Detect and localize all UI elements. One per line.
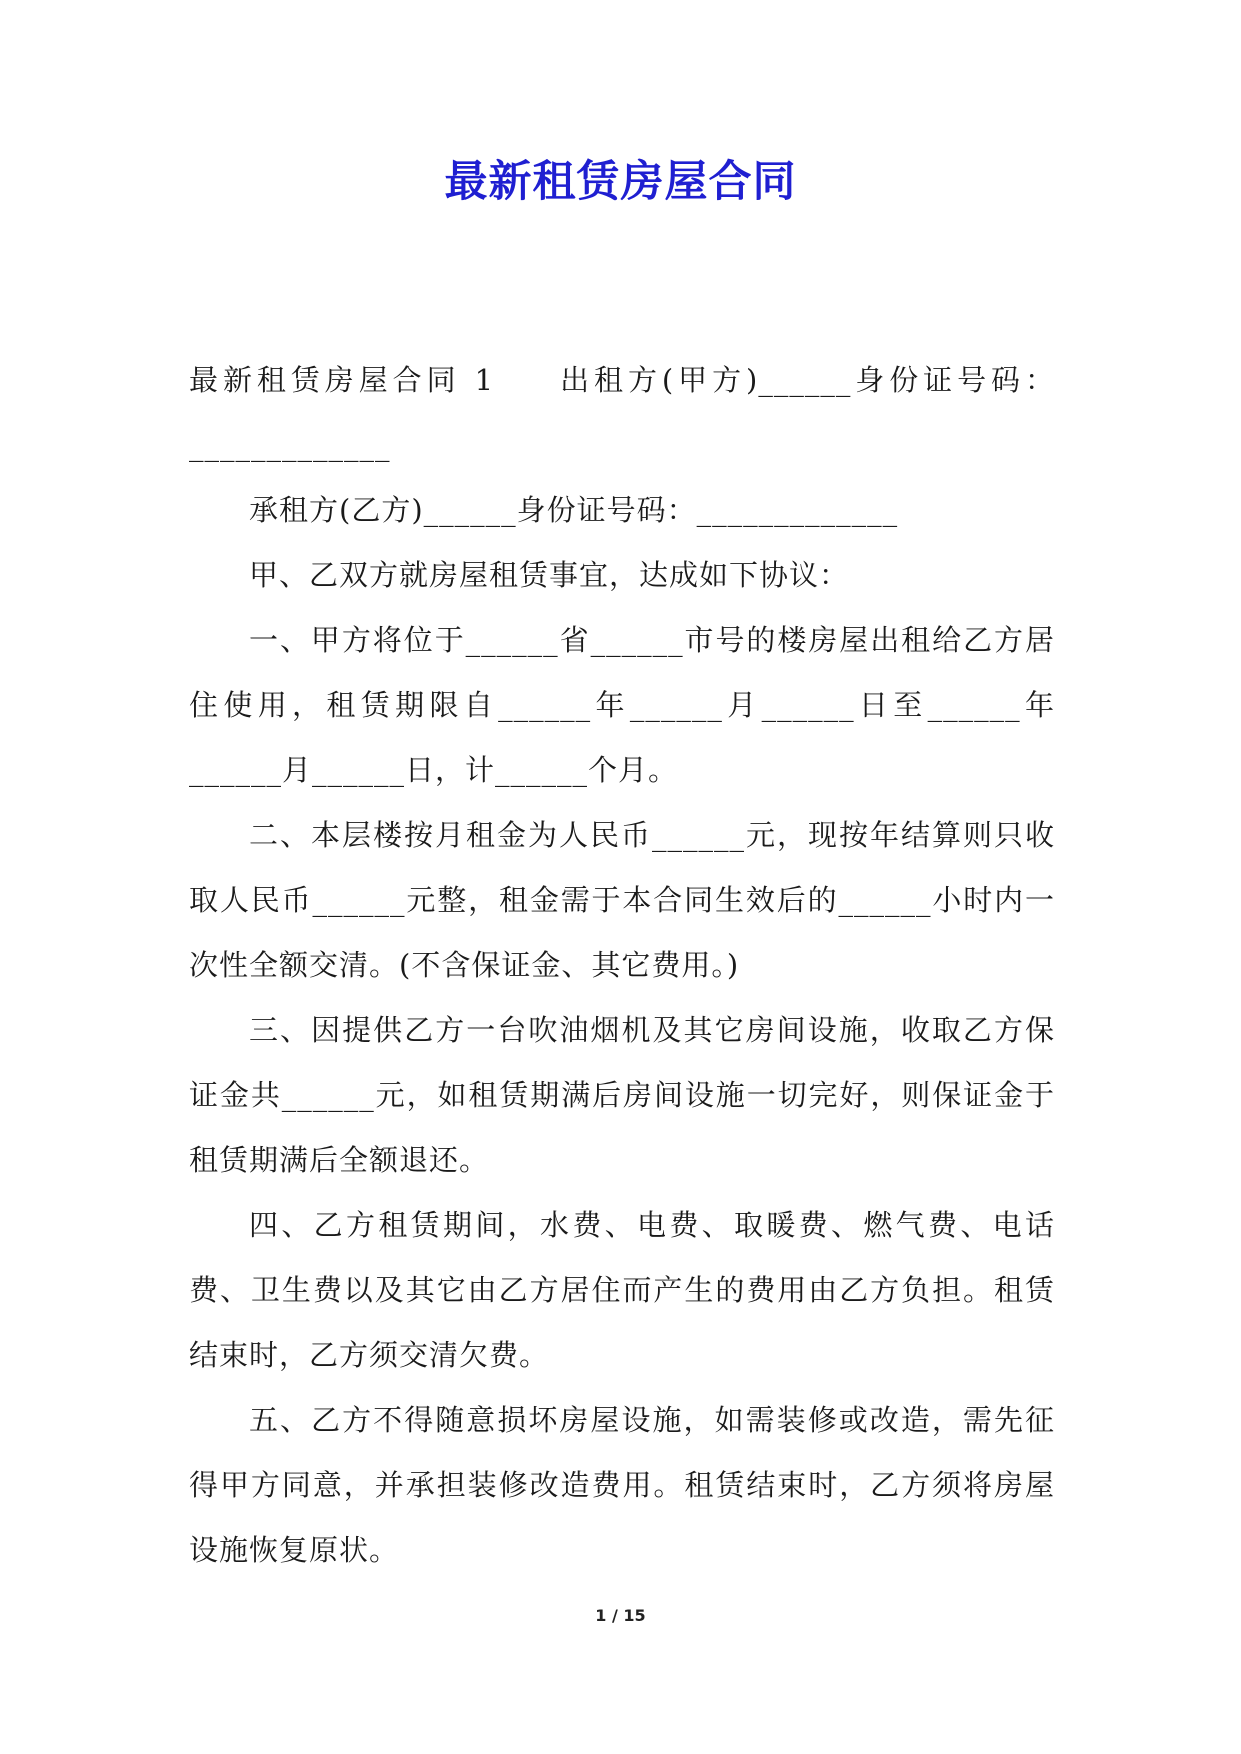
clause-3-paragraph: 三、因提供乙方一台吹油烟机及其它房间设施，收取乙方保证金共______元，如租赁期满后房间设施一切完好，则保证金于租赁期满后全额退还。 (189, 1013, 1055, 1177)
page-number: 1 / 15 (595, 1606, 646, 1625)
contract-heading-label: 最新租赁房屋合同 1 (189, 363, 495, 397)
clause-5-paragraph: 五、乙方不得随意损坏房屋设施，如需装修或改造，需先征得甲方同意，并承担装修改造费用。租赁结束时，乙方须将房屋设施恢复原状。 (189, 1403, 1055, 1567)
lessee-paragraph: 承租方(乙方)______身份证号码：_____________ (249, 493, 899, 527)
lessor-line: 出租方(甲方)______身份证号码：_____________ (189, 363, 1055, 462)
clause-4-paragraph: 四、乙方租赁期间，水费、电费、取暖费、燃气费、电话费、卫生费以及其它由乙方居住而产生的费用由乙方负担。租赁结束时，乙方须交清欠费。 (189, 1208, 1055, 1372)
clause-1-paragraph: 一、甲方将位于______省______市号的楼房屋出租给乙方居住使用，租赁期限自______年______月______日至______年______月______日，计______个月。 (189, 623, 1055, 787)
document-body (189, 348, 1055, 1583)
contract-heading-paragraph (189, 348, 1055, 478)
document-title: 最新租赁房屋合同 (444, 157, 797, 207)
clause-2-paragraph: 二、本层楼按月租金为人民币______元，现按年结算则只收取人民币______元整，租金需于本合同生效后的______小时内一次性全额交清。(不含保证金、其它费用。) (189, 818, 1055, 982)
agreement-intro-paragraph: 甲、乙双方就房屋租赁事宜，达成如下协议： (249, 558, 850, 592)
